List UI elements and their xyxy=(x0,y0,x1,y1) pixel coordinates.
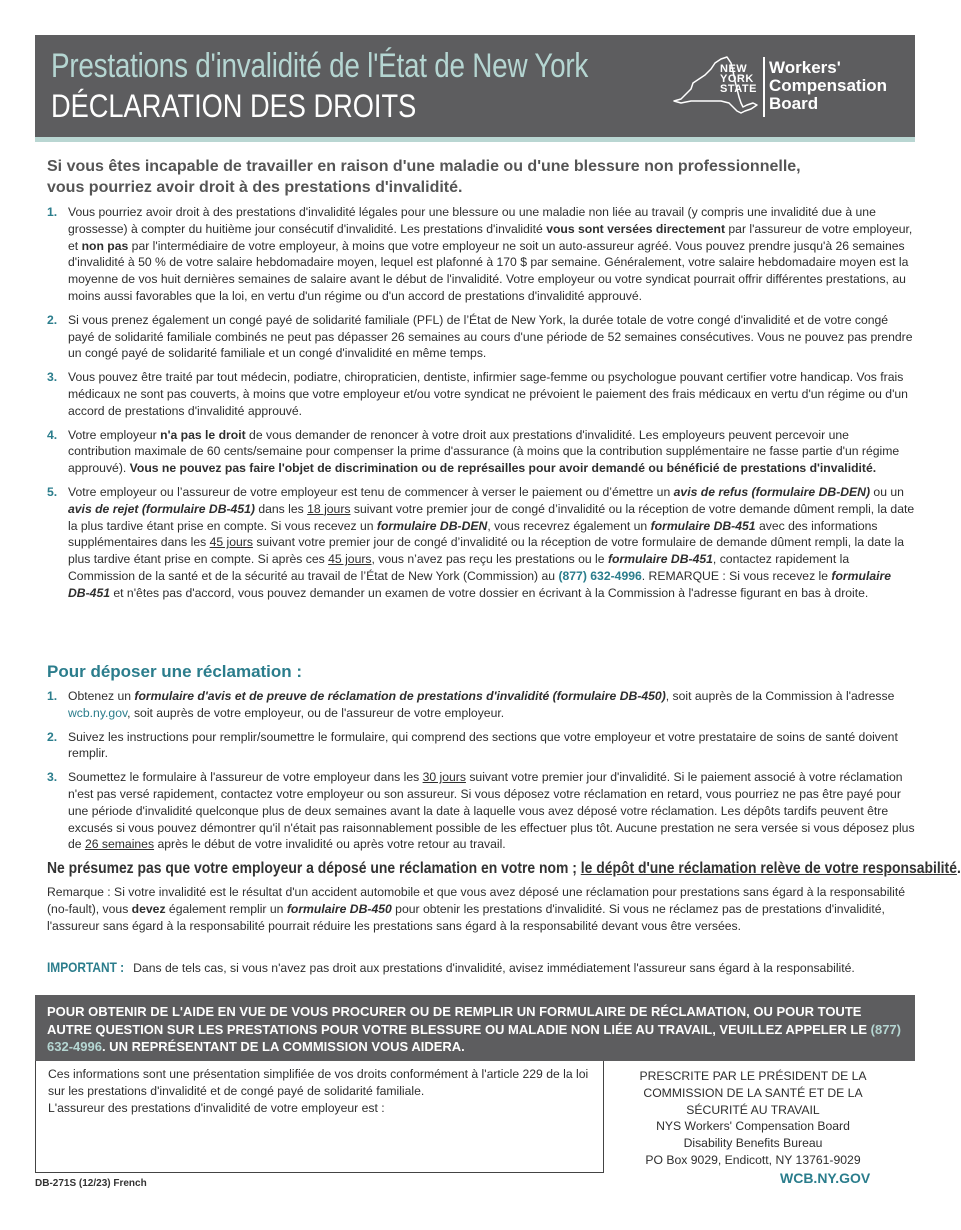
important-label: IMPORTANT : xyxy=(47,959,125,975)
board-address: PRESCRITE PAR LE PRÉSIDENT DE LA COMMISSION DE LA SANTÉ ET DE LA SÉCURITÉ AU TRAVAIL NYS Workers' Compensation Board Disability Benefits Bureau PO Box 9029, Endicott, NY 13761-9029 xyxy=(639,1069,867,1167)
claim-step-3: 3. Soumettez le formulaire à l'assureur de votre employeur dans les 30 jours suivant votre premier jour d'invalidité. Si le paiement associé à votre réclamation n'est pas versé rapidement, contactez votre employeur ou son assureur. Si vous déposez votre réclamation en retard, vous pourriez ne pas être payé pour une période d'invalidité quelconque plus de deux semaines avant la date à laquelle vous avez déposé votre réclamation. Les dépôts tardifs peuvent être excusés si vous pouvez démontrer qu'il n'était pas raisonnablement possible de les effectuer plus tôt. Aucune prestation ne sera versée si vous déposez plus de 26 semaines après le début de votre invalidité ou après votre retour au travail. xyxy=(47,770,915,852)
item-number: 1. xyxy=(47,205,58,219)
form-id: DB-271S (12/23) French xyxy=(35,1178,147,1189)
new-york-state-wordmark: NEW YORK STATE xyxy=(720,63,757,95)
info-text: Ces informations sont une présentation simplifiée de vos droits conformément à l'article 229 de la loi sur les prestations d'invalidité et de congé payé de solidarité familiale. xyxy=(48,1067,589,1098)
help-phone-number: (877) 632-4996 xyxy=(47,1021,901,1054)
claim-steps-list xyxy=(47,688,915,860)
responsibility-warning: Ne présumez pas que votre employeur a déposé une réclamation en votre nom ; le dépôt d'une réclamation relève de votre responsabilité. xyxy=(47,860,961,877)
right-item-2: 2. Si vous prenez également un congé payé de solidarité familiale (PFL) de l’État de New York, la durée totale de votre congé d'invalidité et de votre congé payé de solidarité familiale combinés ne peut pas dépasser 26 semaines au cours d'une période de 52 semaines consécutives. Vous ne pouvez pas prendre un congé payé de solidarité familiale et un congé d'invalidité en même temps. xyxy=(47,312,913,361)
item-number: 2. xyxy=(47,312,58,327)
right-item-1: 1. Vous pourriez avoir droit à des prestations d'invalidité légales pour une blessure ou une maladie non liée au travail (y compris une invalidité due à une grossesse) à compter du huitième jour consécutif d'invalidité. Les prestations d'invalidité vous sont versées directement par l'assureur de votre employeur, et non pas par l'intermédiaire de votre employeur, à moins que votre employeur ne soit un auto-assureur agréé. Vous pouvez prendre jusqu'à 26 semaines d'invalidité à 50 % de votre salaire hebdomadaire moyen, lequel est plafonné à 170 $ par semaine. Généralement, votre salaire hebdomadaire moyen est la moyenne de vos huit dernières semaines de salaire avant le début de l'invalidité. Votre employeur ou votre syndicat pourrait offrir différentes prestations, au moins aussi favorables que la loi, en vertu d'un régime ou d'un accord de prestations d'invalidité approuvé. xyxy=(47,205,913,303)
website-url[interactable]: WCB.NY.GOV xyxy=(780,1170,871,1186)
intro-heading: Si vous êtes incapable de travailler en raison d'une maladie ou d'une blessure non professionnelle, vous pourriez avoir droit à des prestations d'invalidité. xyxy=(47,158,801,196)
right-item-5: 5. Votre employeur ou l’assureur de votre employeur est tenu de commencer à verser le paiement ou d’émettre un avis de refus (formulaire DB-DEN) ou un avis de rejet (formulaire DB-451) dans les 18 jours suivant votre premier jour de congé d’invalidité ou la réception de votre demande dûment rempli, la date la plus tardive étant prise en compte. Si vous recevez un formulaire DB-DEN, vous recevrez également un formulaire DB-451 avec des informations supplémentaires dans les 45 jours suivant votre premier jour de congé d’invalidité ou la réception de votre formulaire de demande dûment rempli, la date la plus tardive étant prise en compte. Si après ces 45 jours, vous n’avez pas reçu les prestations ou le formulaire DB-451, contactez rapidement la Commission de la santé et de la sécurité au travail de l’État de New York (Commission) au (877) 632-4996. REMARQUE : Si vous recevez le formulaire DB-451 et n'êtes pas d'accord, vous pouvez demander un examen de votre dossier en écrivant à la Commission à l'adresse figurant en bas à droite. xyxy=(47,484,915,600)
page-title: Prestations d'invalidité de l'État de New York xyxy=(51,47,589,85)
website-link[interactable]: wcb.ny.gov xyxy=(68,705,128,720)
important-notice: IMPORTANT : Dans de tels cas, si vous n'avez pas droit aux prestations d'invalidité, avisez immédiatement l'assureur sans égard à la responsabilité. xyxy=(47,959,855,975)
insurer-info-box xyxy=(35,1061,604,1173)
claim-section-title: Pour déposer une réclamation : xyxy=(47,662,303,681)
wcb-logo xyxy=(671,53,901,119)
claim-step-1: 1. Obtenez un formulaire d'avis et de preuve de réclamation de prestations d'invalidité (formulaire DB-450), soit auprès de la Commission à l'adresse wcb.ny.gov, soit auprès de votre employeur, ou de l'assureur de votre employeur. xyxy=(47,689,895,720)
right-item-3: 3. Vous pouvez être traité par tout médecin, podiatre, chiropraticien, dentiste, infirmier sage-femme ou psychologue pouvant certifier votre handicap. Vos frais médicaux ne sont pas couverts, à moins que votre employeur et/ou votre syndicat ne prévoient le paiement des frais médicaux en vertu d'un régime ou d'un accord de prestations d'invalidité approuvé. xyxy=(47,370,908,418)
item-number: 3. xyxy=(47,370,58,385)
help-banner: POUR OBTENIR DE L'AIDE EN VUE DE VOUS PROCURER OU DE REMPLIR UN FORMULAIRE DE RÉCLAMATION, OU POUR TOUTE AUTRE QUESTION SUR LES PRESTATIONS POUR VOTRE BLESSURE OU MALADIE NON LIÉE AU TRAVAIL, VEUILLEZ APPELER LE (877) 632-4996. UN REPRÉSENTANT DE LA COMMISSION VOUS AIDERA. xyxy=(35,995,915,1061)
claim-step-2: 2. Suivez les instructions pour remplir/soumettre le formulaire, qui comprend des sections que votre employeur et votre prestataire de soins de santé doivent remplir. xyxy=(47,729,898,761)
header-banner xyxy=(35,35,915,137)
item-number: 3. xyxy=(47,770,58,785)
logo-divider xyxy=(763,57,765,117)
item-number: 5. xyxy=(47,484,58,499)
right-item-4: 4. Votre employeur n'a pas le droit de vous demander de renoncer à votre droit aux prestations d'invalidité. Les employeurs peuvent percevoir une contribution maximale de 60 cents/semaine pour compenser la prime d'assurance (à moins que la contribution supplémentaire ne fasse partie d'un régime approuvé). Vous ne pouvez pas faire l'objet de discrimination ou de représailles pour avoir demandé ou bénéficié de prestations d'invalidité. xyxy=(47,427,900,476)
page-subtitle: DÉCLARATION DES DROITS xyxy=(51,88,417,124)
item-number: 2. xyxy=(47,729,58,744)
item-number: 4. xyxy=(47,427,58,442)
rights-list xyxy=(47,204,915,609)
wcb-wordmark: Workers' Compensation Board xyxy=(769,58,888,113)
item-number: 1. xyxy=(47,689,58,703)
insurer-label: L'assureur des prestations d'invalidité de votre employeur est : xyxy=(48,1100,385,1115)
no-fault-remark: Remarque : Si votre invalidité est le résultat d'un accident automobile et que vous avez déposé une réclamation pour prestations sans égard à la responsabilité (no-fault), vous devez également remplir un formulaire DB-450 pour obtenir les prestations d'invalidité. Si vous ne réclamez pas de prestations d'invalidité, l'assureur sans égard à la responsabilité pourrait réduire les prestations sans égard à la responsabilité devant vous être versées. xyxy=(47,885,905,933)
header-accent-rule xyxy=(35,137,915,142)
phone-number: (877) 632-4996 xyxy=(558,568,642,583)
